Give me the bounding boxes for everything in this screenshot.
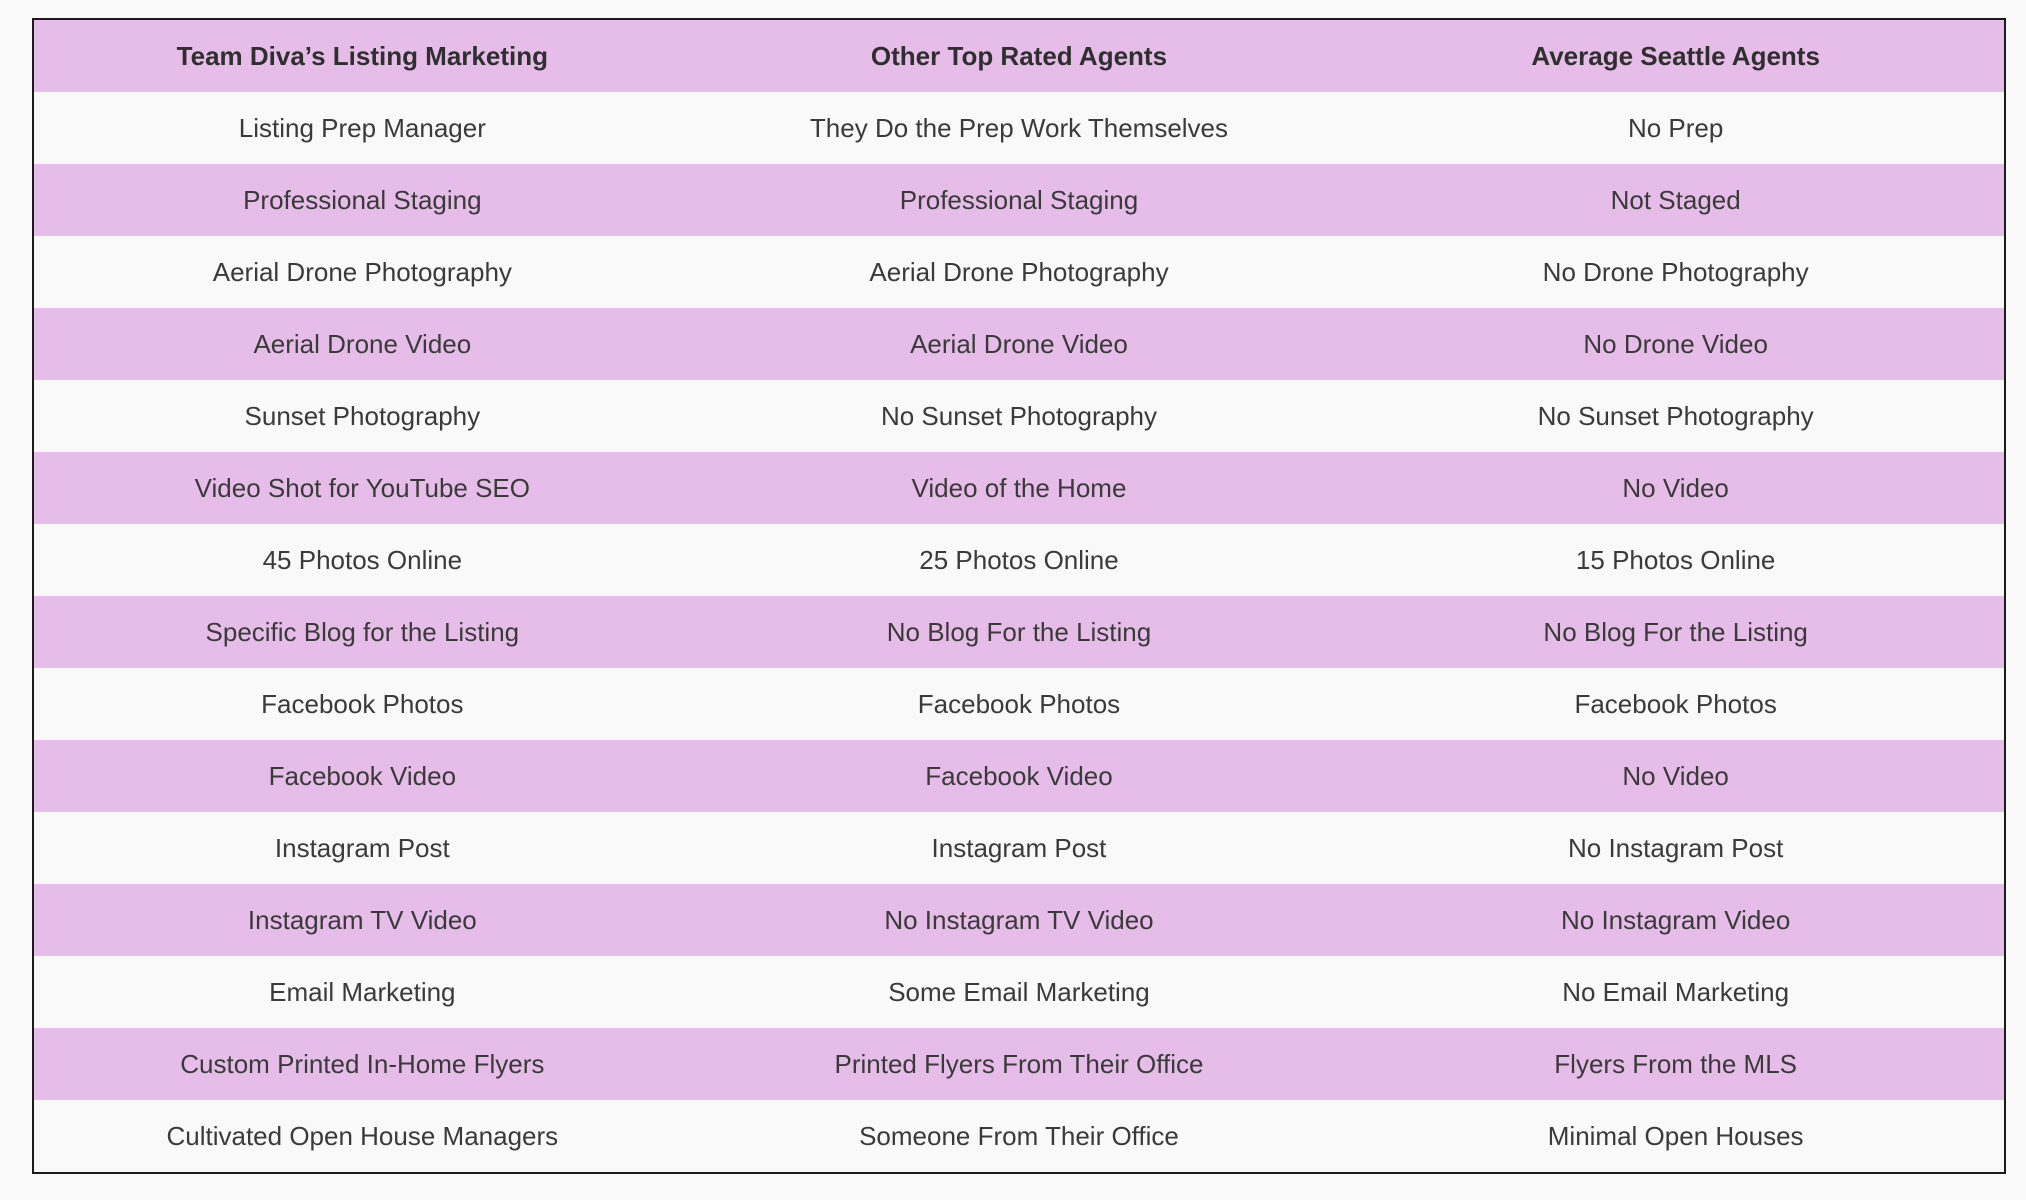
table-cell: 45 Photos Online	[34, 524, 691, 596]
table-cell: No Sunset Photography	[691, 380, 1348, 452]
table-cell: Some Email Marketing	[691, 956, 1348, 1028]
table-cell: Instagram Post	[691, 812, 1348, 884]
table-cell: Facebook Video	[34, 740, 691, 812]
table-cell: Video Shot for YouTube SEO	[34, 452, 691, 524]
marketing-comparison-table	[34, 20, 2004, 1172]
table-row	[34, 812, 2004, 884]
table-cell: They Do the Prep Work Themselves	[691, 92, 1348, 164]
table-row	[34, 1100, 2004, 1172]
table-cell: Custom Printed In-Home Flyers	[34, 1028, 691, 1100]
table-cell: No Video	[1347, 452, 2004, 524]
table-cell: No Video	[1347, 740, 2004, 812]
table-row	[34, 164, 2004, 236]
table-cell: Someone From Their Office	[691, 1100, 1348, 1172]
table-cell: Professional Staging	[34, 164, 691, 236]
table-cell: No Email Marketing	[1347, 956, 2004, 1028]
table-cell: Email Marketing	[34, 956, 691, 1028]
table-cell: Not Staged	[1347, 164, 2004, 236]
table-cell: No Prep	[1347, 92, 2004, 164]
table-cell: No Instagram Video	[1347, 884, 2004, 956]
table-cell: Specific Blog for the Listing	[34, 596, 691, 668]
table-cell: Aerial Drone Video	[691, 308, 1348, 380]
table-cell: No Drone Photography	[1347, 236, 2004, 308]
table-row	[34, 668, 2004, 740]
table-cell: Facebook Video	[691, 740, 1348, 812]
table-header-row	[34, 20, 2004, 92]
comparison-table-container	[32, 18, 2006, 1174]
table-cell: Flyers From the MLS	[1347, 1028, 2004, 1100]
table-cell: No Instagram TV Video	[691, 884, 1348, 956]
table-cell: No Blog For the Listing	[691, 596, 1348, 668]
table-cell: Printed Flyers From Their Office	[691, 1028, 1348, 1100]
table-row	[34, 1028, 2004, 1100]
table-row	[34, 956, 2004, 1028]
table-row	[34, 92, 2004, 164]
table-cell: 25 Photos Online	[691, 524, 1348, 596]
table-row	[34, 884, 2004, 956]
table-row	[34, 380, 2004, 452]
table-cell: Facebook Photos	[34, 668, 691, 740]
table-cell: 15 Photos Online	[1347, 524, 2004, 596]
table-cell: Sunset Photography	[34, 380, 691, 452]
table-cell: Listing Prep Manager	[34, 92, 691, 164]
table-cell: Aerial Drone Photography	[34, 236, 691, 308]
table-cell: No Sunset Photography	[1347, 380, 2004, 452]
header-other-top-agents: Other Top Rated Agents	[691, 20, 1348, 92]
table-row	[34, 308, 2004, 380]
table-cell: Cultivated Open House Managers	[34, 1100, 691, 1172]
table-cell: Aerial Drone Video	[34, 308, 691, 380]
table-cell: Minimal Open Houses	[1347, 1100, 2004, 1172]
table-cell: No Instagram Post	[1347, 812, 2004, 884]
table-cell: Instagram Post	[34, 812, 691, 884]
table-row	[34, 596, 2004, 668]
table-row	[34, 236, 2004, 308]
table-row	[34, 452, 2004, 524]
table-cell: Facebook Photos	[691, 668, 1348, 740]
table-cell: Aerial Drone Photography	[691, 236, 1348, 308]
table-cell: No Blog For the Listing	[1347, 596, 2004, 668]
table-cell: Instagram TV Video	[34, 884, 691, 956]
table-cell: Video of the Home	[691, 452, 1348, 524]
table-row	[34, 740, 2004, 812]
header-average-seattle-agents: Average Seattle Agents	[1347, 20, 2004, 92]
table-cell: No Drone Video	[1347, 308, 2004, 380]
table-cell: Facebook Photos	[1347, 668, 2004, 740]
table-row	[34, 524, 2004, 596]
header-team-diva: Team Diva’s Listing Marketing	[34, 20, 691, 92]
table-cell: Professional Staging	[691, 164, 1348, 236]
